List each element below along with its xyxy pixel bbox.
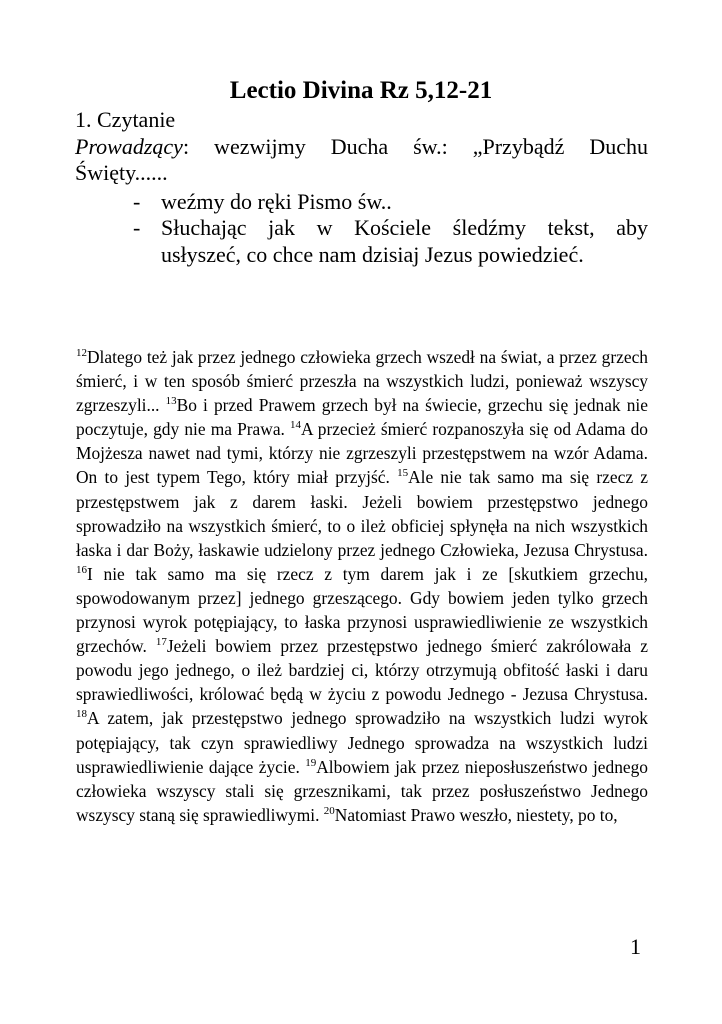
passage-paragraph bbox=[76, 345, 648, 827]
bullet-2-line-1: Słuchając jak w Kościele śledźmy tekst, aby bbox=[161, 215, 648, 240]
scripture-passage bbox=[76, 345, 648, 827]
verse-text: Albowiem jak przez nieposłuszeństwo jednego człowieka wszyscy stali się grzesznikami, tak przez posłuszeństwo Jednego wszyscy staną się sprawiedliwymi. bbox=[76, 756, 649, 825]
bullet-dash-2: - bbox=[133, 215, 141, 240]
bullet-1-line-1: weźmy do ręki Pismo św.. bbox=[161, 189, 392, 214]
verse-text: A przecież śmierć rozpanoszyła się od Adama do Mojżesza nawet nad tymi, którzy nie zgrzeszyli przestępstwem na wzór Adama. On to jest typem Tego, który miał przyjść. bbox=[76, 419, 648, 488]
bullet-dash-1: - bbox=[133, 189, 141, 214]
verse-number: 20 bbox=[323, 804, 335, 817]
verse-number: 17 bbox=[155, 636, 167, 649]
verse-number: 14 bbox=[290, 419, 302, 432]
document-title: Lectio Divina Rz 5,12-21 bbox=[229, 77, 493, 104]
verse-text: Bo i przed Prawem grzech był na świecie, grzechu się jednak nie poczytuje, gdy nie ma Prawa. bbox=[76, 395, 648, 440]
leader-instruction bbox=[75, 134, 648, 186]
verse-text: A zatem, jak przestępstwo jednego sprowadziło na wszystkich ludzi wyrok potępiający, tak czyn sprawiedliwy Jednego sprowadza na wszystkich ludzi usprawiedliwienie dające życie. bbox=[76, 708, 648, 777]
bullet-2-line-2: usłyszeć, co chce nam dzisiaj Jezus powiedzieć. bbox=[161, 242, 584, 267]
verse-text: Ale nie tak samo ma się rzecz z przestępstwem jak z darem łaski. Jeżeli bowiem przestępstwo jednego sprowadziło na wszystkich śmierć, to o ileż obficiej spłynęła na nich wszystkich łaska i dar Boży, łaskawie udzielony przez jednego Człowieka, Jezusa Chrystusa. bbox=[76, 467, 648, 560]
verse-text: Jeżeli bowiem przez przestępstwo jednego śmierć zakrólowała z powodu jego jednego, o ileż bardziej ci, którzy otrzymują obfitość łaski i daru sprawiedliwości, królować będą w życiu z powodu Jednego - Jezusa Chrystusa. bbox=[76, 636, 648, 705]
verse-number: 15 bbox=[397, 467, 409, 480]
verse-text: I nie tak samo ma się rzecz z tym darem jak i ze [skutkiem grzechu, spowodowanym przez] jednego grzeszącego. Gdy bowiem jeden tylko grzech przynosi wyrok potępiający, to łaska przynosi usprawiedliwienie ze wszystkich grzechów. bbox=[76, 563, 648, 657]
section-heading: 1. Czytanie bbox=[75, 107, 176, 132]
verse-number: 18 bbox=[76, 708, 87, 721]
verse-number: 19 bbox=[305, 756, 317, 769]
page-number: 1 bbox=[630, 934, 641, 959]
verse-text: Dlatego też jak przez jednego człowieka grzech wszedł na świat, a przez grzech śmierć, i w ten sposób śmierć przeszła na wszystkich ludzi, ponieważ wszyscy zgrzeszyli... bbox=[76, 347, 648, 416]
leader-text: : wezwijmy Ducha św.: „Przybądź Duchu Święty...... bbox=[75, 134, 648, 185]
verse-number: 12 bbox=[76, 347, 87, 359]
verse-number: 13 bbox=[165, 395, 177, 408]
leader-label: Prowadzący bbox=[75, 134, 183, 159]
verse-number: 16 bbox=[76, 563, 87, 576]
verse-text: Natomiast Prawo weszło, niestety, po to, bbox=[334, 804, 618, 825]
